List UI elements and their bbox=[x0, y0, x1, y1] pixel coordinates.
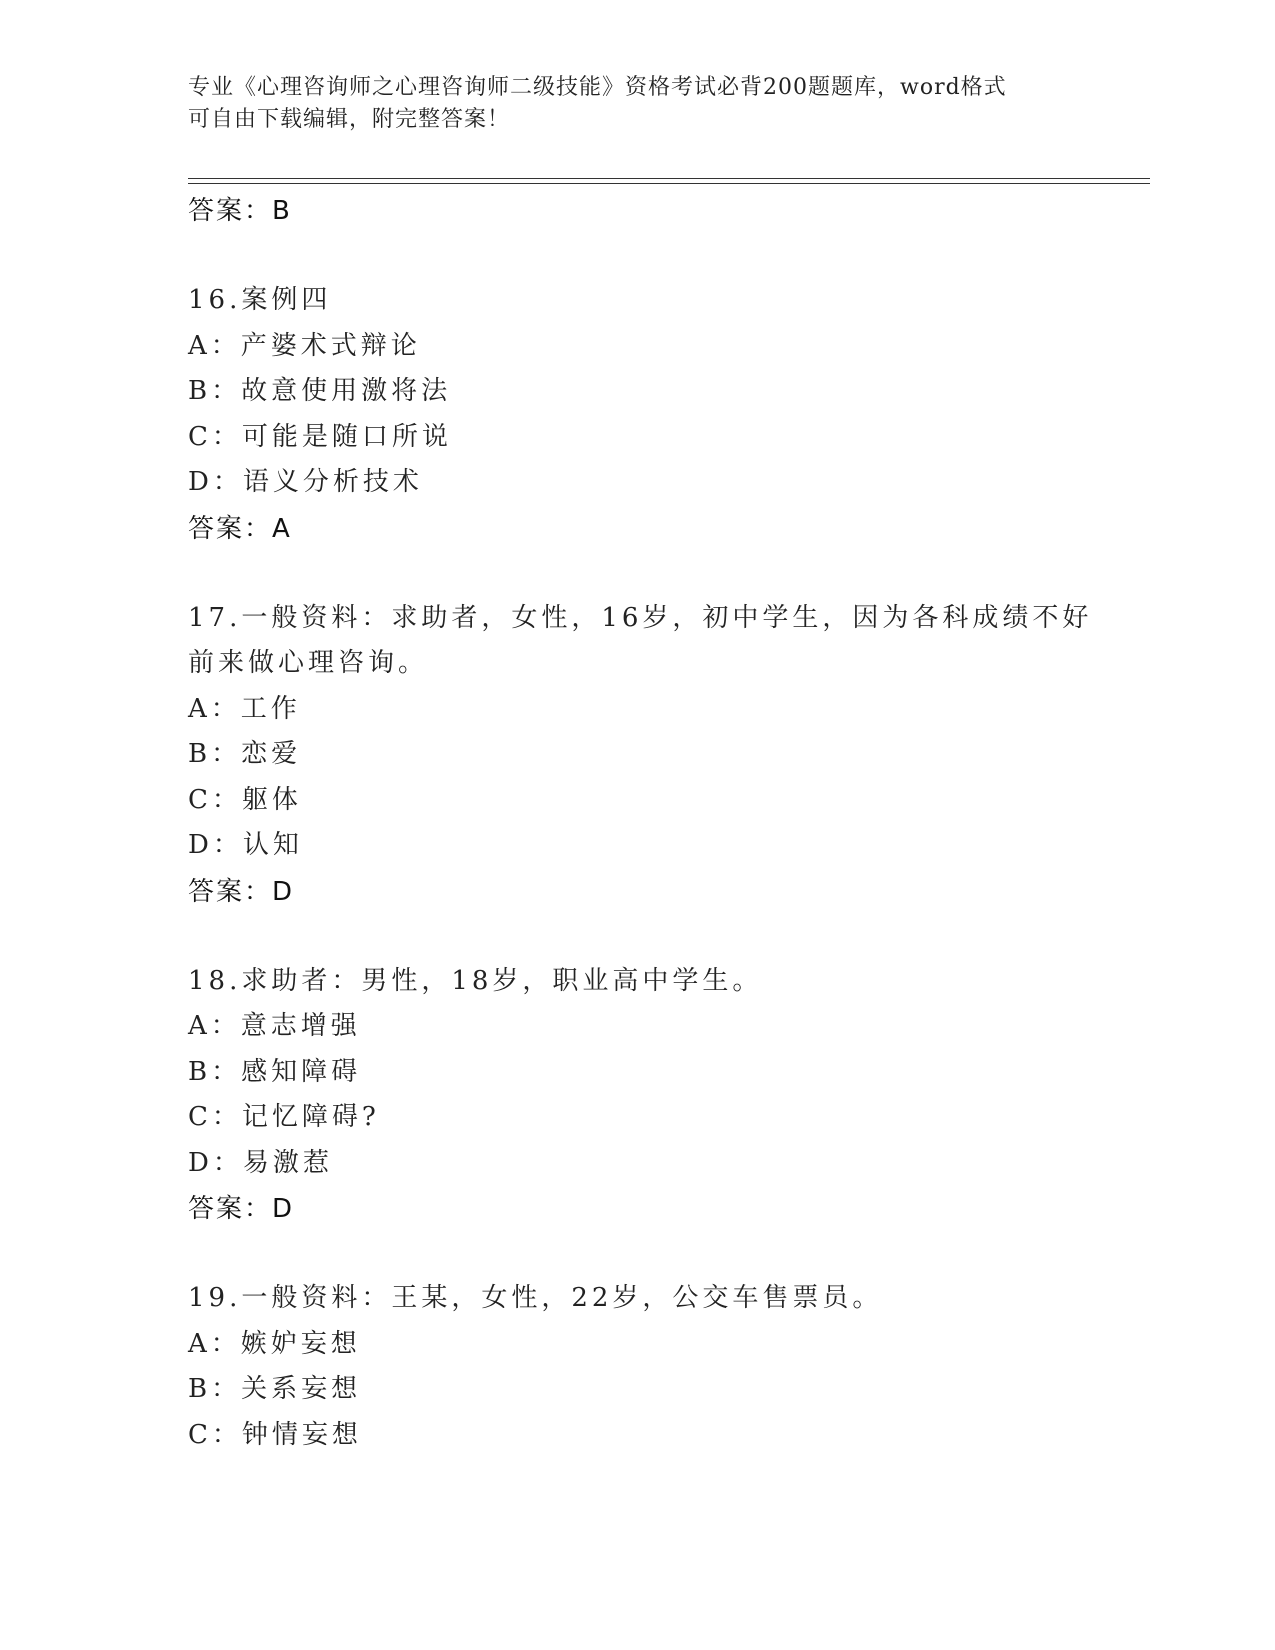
answer-line: 答案：B bbox=[188, 196, 292, 226]
answer-line: 答案：D bbox=[188, 1194, 295, 1224]
option-b: B：故意使用激将法 bbox=[188, 376, 452, 406]
option-c: C：记忆障碍? bbox=[188, 1102, 380, 1132]
option-a: A：嫉妒妄想 bbox=[188, 1328, 361, 1359]
option-d: D：易激惹 bbox=[188, 1147, 333, 1178]
question-block bbox=[188, 959, 1098, 1233]
question-block bbox=[188, 278, 1098, 552]
option-b: B：感知障碍 bbox=[188, 1056, 362, 1087]
question-stem: 19.一般资料：王某，女性，22岁，公交车售票员。 bbox=[188, 1283, 883, 1313]
question-stem: 16.案例四 bbox=[188, 285, 332, 315]
option-a: A：意志增强 bbox=[188, 1011, 361, 1041]
option-a: A：工作 bbox=[188, 693, 301, 724]
option-d: D：语义分析技术 bbox=[188, 467, 423, 497]
page-header bbox=[188, 72, 1068, 136]
header-line-2: 可自由下载编辑，附完整答案！ bbox=[188, 107, 511, 132]
header-divider-thin bbox=[188, 183, 1150, 184]
option-b: B：恋爱 bbox=[188, 739, 302, 769]
question-list bbox=[188, 188, 1098, 1458]
option-d: D：认知 bbox=[188, 830, 303, 860]
option-a: A：产婆术式辩论 bbox=[188, 330, 421, 361]
answer-line: 答案：D bbox=[188, 876, 295, 907]
header-divider-thick bbox=[188, 178, 1150, 179]
question-stem: 17.一般资料：求助者，女性，16岁，初中学生，因为各科成绩不好前来做心理咨询。 bbox=[188, 602, 1093, 678]
option-c: C：钟情妄想 bbox=[188, 1419, 362, 1450]
header-line-1: 专业《心理咨询师之心理咨询师二级技能》资格考试必背200题题库，word格式 bbox=[188, 75, 1007, 100]
question-block bbox=[188, 596, 1098, 915]
option-c: C：躯体 bbox=[188, 784, 302, 815]
option-c: C：可能是随口所说 bbox=[188, 421, 452, 452]
answer-line: 答案：A bbox=[188, 513, 292, 544]
option-b: B：关系妄想 bbox=[188, 1374, 362, 1404]
question-block bbox=[188, 1276, 1098, 1458]
question-stem: 18.求助者：男性，18岁，职业高中学生。 bbox=[188, 965, 763, 996]
